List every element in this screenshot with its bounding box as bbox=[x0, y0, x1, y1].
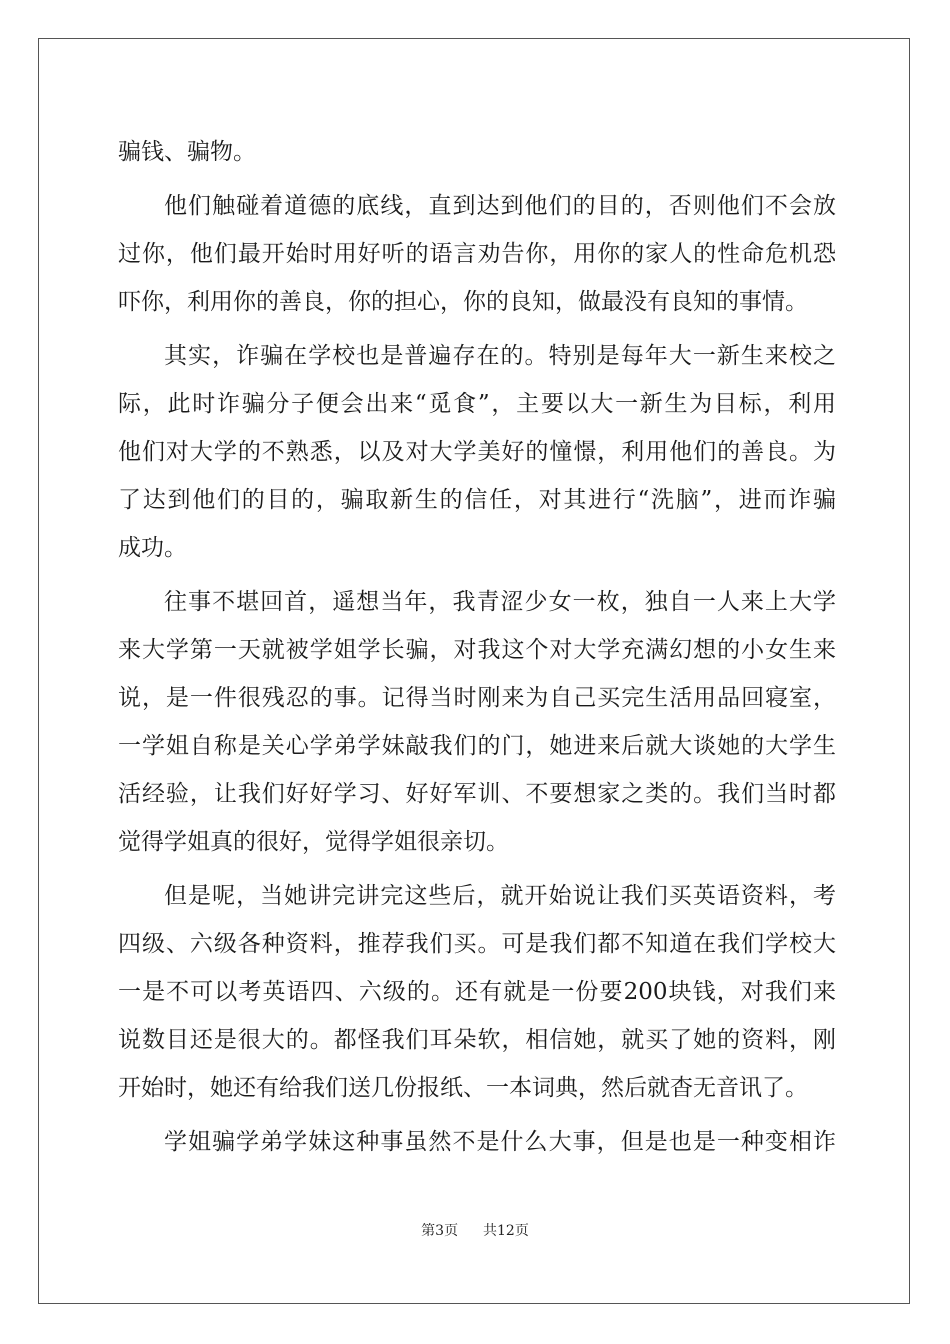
text-line: 成功。 bbox=[118, 535, 187, 561]
paragraph bbox=[118, 182, 836, 326]
text-line: 觉得学姐真的很好，觉得学姐很亲切。 bbox=[118, 829, 509, 855]
page-number: 第3页 bbox=[421, 1223, 459, 1239]
text-line: 他们触碰着道德的底线，直到达到他们的目的，否则他们不会放 bbox=[164, 193, 836, 219]
text-line: 说数目还是很大的。都怪我们耳朵软，相信她，就买了她的资料，刚 bbox=[118, 1027, 836, 1053]
text-line: 四级、六级各种资料，推荐我们买。可是我们都不知道在我们学校大 bbox=[118, 931, 836, 957]
paragraph bbox=[118, 128, 836, 176]
text-line: 但是呢，当她讲完讲完这些后，就开始说让我们买英语资料，考 bbox=[164, 883, 836, 909]
page-total: 共12页 bbox=[483, 1223, 529, 1239]
text-line: 他们对大学的不熟悉，以及对大学美好的憧憬，利用他们的善良。为 bbox=[118, 439, 836, 465]
text-line: 一学姐自称是关心学弟学妹敲我们的门，她进来后就大谈她的大学生 bbox=[118, 733, 836, 759]
text-line: 学姐骗学弟学妹这种事虽然不是什么大事，但是也是一种变相诈 bbox=[164, 1129, 836, 1155]
text-line: 说，是一件很残忍的事。记得当时刚来为自己买完生活用品回寝室， bbox=[118, 685, 836, 711]
text-line: 活经验，让我们好好学习、好好军训、不要想家之类的。我们当时都 bbox=[118, 781, 836, 807]
paragraph bbox=[118, 578, 836, 866]
text-line: 际，此时诈骗分子便会出来“觅食”，主要以大一新生为目标，利用 bbox=[118, 391, 836, 417]
text-line: 来大学第一天就被学姐学长骗，对我这个对大学充满幻想的小女生来 bbox=[118, 637, 836, 663]
paragraph bbox=[118, 1118, 836, 1166]
text-line: 过你，他们最开始时用好听的语言劝告你，用你的家人的性命危机恐 bbox=[118, 241, 836, 267]
text-line: 吓你，利用你的善良，你的担心，你的良知，做最没有良知的事情。 bbox=[118, 289, 808, 315]
text-line: 往事不堪回首，遥想当年，我青涩少女一枚，独自一人来上大学 bbox=[164, 589, 836, 615]
text-line: 了达到他们的目的，骗取新生的信任，对其进行“洗脑”，进而诈骗 bbox=[118, 487, 836, 513]
page-footer bbox=[0, 1220, 950, 1240]
text-line: 其实，诈骗在学校也是普遍存在的。特别是每年大一新生来校之 bbox=[164, 343, 836, 369]
paragraph bbox=[118, 872, 836, 1112]
text-line: 骗钱、骗物。 bbox=[118, 139, 256, 165]
text-line: 开始时，她还有给我们送几份报纸、一本词典，然后就杳无音讯了。 bbox=[118, 1075, 808, 1101]
text-line: 一是不可以考英语四、六级的。还有就是一份要200块钱，对我们来 bbox=[118, 979, 836, 1005]
document-body bbox=[118, 128, 836, 1166]
paragraph bbox=[118, 332, 836, 572]
